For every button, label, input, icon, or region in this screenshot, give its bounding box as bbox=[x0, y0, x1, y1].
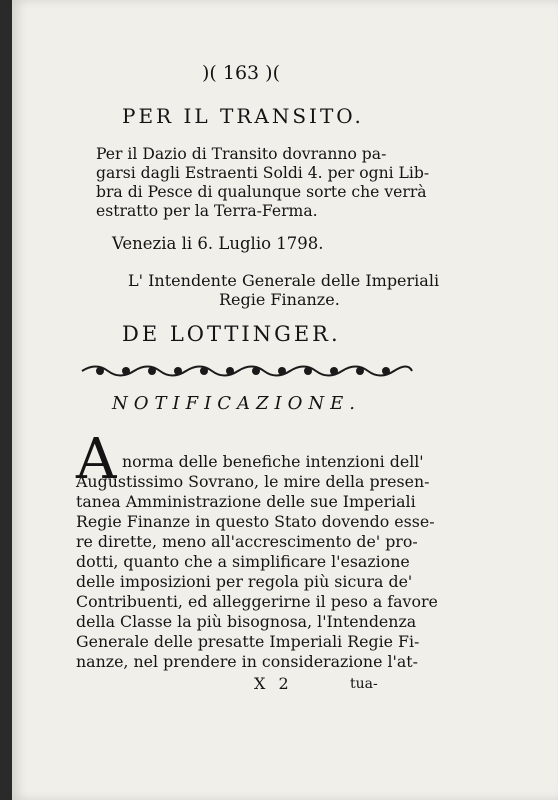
body-line: norma delle benefiche intenzioni dell' bbox=[122, 452, 424, 471]
catchword: tua- bbox=[350, 676, 378, 692]
paragraph1-line: Per il Dazio di Transito dovranno pa- bbox=[96, 145, 387, 163]
paragraph1-line: bra di Pesce di qualunque sorte che verrà bbox=[96, 183, 427, 201]
book-page bbox=[12, 0, 558, 800]
body-line: Contribuenti, ed alleggerirne il peso a favore bbox=[76, 592, 438, 611]
page-number: )( 163 )( bbox=[202, 62, 280, 84]
paragraph1-line: estratto per la Terra-Ferma. bbox=[96, 202, 318, 220]
body-line: nanze, nel prendere in considerazione l'at- bbox=[76, 652, 418, 671]
floral-ornament-divider bbox=[78, 360, 416, 382]
body-line: re dirette, meno all'accrescimento de' pro- bbox=[76, 532, 418, 551]
body-line: della Classe la più bisognosa, l'Intendenza bbox=[76, 612, 417, 631]
body-line: Generale delle presatte Imperiali Regie Fi- bbox=[76, 632, 420, 651]
paragraph1-line: garsi dagli Estraenti Soldi 4. per ogni Lib- bbox=[96, 164, 430, 182]
dateline: Venezia li 6. Luglio 1798. bbox=[112, 234, 324, 253]
section-title: PER IL TRANSITO. bbox=[122, 104, 364, 128]
body-line: Augustissimo Sovrano, le mire della presen- bbox=[76, 472, 430, 491]
signature-name: DE LOTTINGER. bbox=[122, 322, 341, 346]
body-line: dotti, quanto che a simplificare l'esazione bbox=[76, 552, 410, 571]
drop-cap: A bbox=[76, 427, 117, 492]
notice-heading: NOTIFICAZIONE. bbox=[112, 393, 361, 414]
body-line: Regie Finanze in questo Stato dovendo esse- bbox=[76, 512, 435, 531]
signature-title-line: L' Intendente Generale delle Imperiali bbox=[128, 271, 440, 290]
body-line: tanea Amministrazione delle sue Imperiali bbox=[76, 492, 416, 511]
body-line: delle imposizioni per regola più sicura de' bbox=[76, 572, 413, 591]
signature-title-line: Regie Finanze. bbox=[219, 290, 340, 309]
signature-mark: X 2 bbox=[254, 674, 293, 693]
